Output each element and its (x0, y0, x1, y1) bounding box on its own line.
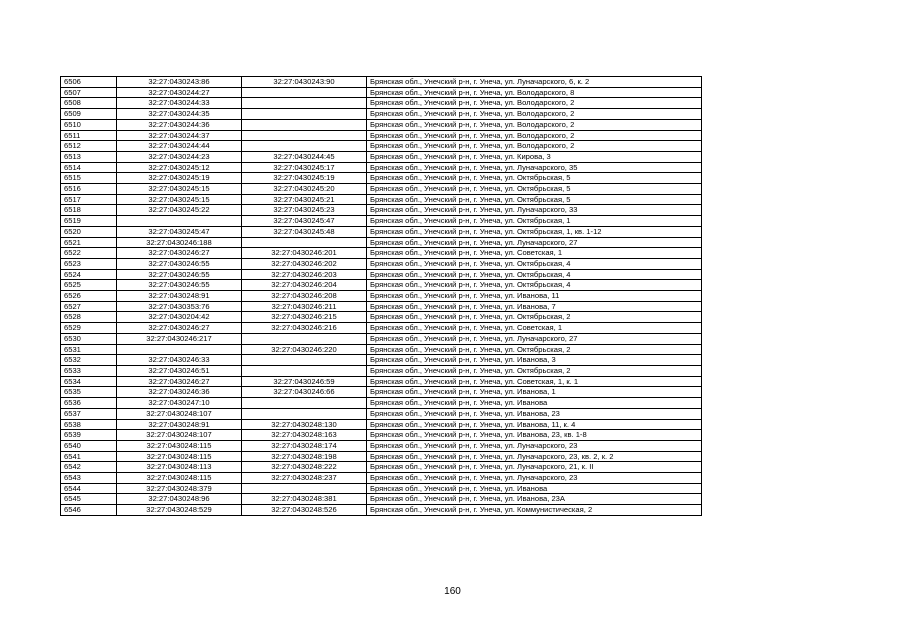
table-row (61, 162, 702, 173)
table-row (61, 365, 702, 376)
object-cadastral-number-cell: 32:27:0430246:211 (242, 301, 367, 312)
object-cadastral-number-cell: 32:27:0430248:130 (242, 419, 367, 430)
cadastral-number-cell: 32:27:0430246:217 (117, 333, 242, 344)
row-number-cell: 6517 (61, 194, 117, 205)
object-cadastral-number-cell: 32:27:0430245:47 (242, 216, 367, 227)
address-cell: Брянская обл., Унечский р-н, г. Унеча, ул. Луначарского, 6, к. 2 (367, 77, 702, 88)
address-cell: Брянская обл., Унечский р-н, г. Унеча, ул. Октябрьская, 1, кв. 1-12 (367, 226, 702, 237)
cadastral-number-cell: 32:27:0430244:23 (117, 151, 242, 162)
table-row (61, 419, 702, 430)
cadastral-number-cell: 32:27:0430247:10 (117, 398, 242, 409)
row-number-cell: 6535 (61, 387, 117, 398)
row-number-cell: 6527 (61, 301, 117, 312)
table-row (61, 483, 702, 494)
cadastral-number-cell: 32:27:0430248:107 (117, 430, 242, 441)
cadastral-number-cell: 32:27:0430244:35 (117, 109, 242, 120)
row-number-cell: 6533 (61, 365, 117, 376)
row-number-cell: 6536 (61, 398, 117, 409)
table-row (61, 119, 702, 130)
object-cadastral-number-cell: 32:27:0430246:66 (242, 387, 367, 398)
address-cell: Брянская обл., Унечский р-н, г. Унеча, ул. Коммунистическая, 2 (367, 505, 702, 516)
row-number-cell: 6543 (61, 473, 117, 484)
address-cell: Брянская обл., Унечский р-н, г. Унеча, ул. Советская, 1 (367, 323, 702, 334)
row-number-cell: 6546 (61, 505, 117, 516)
object-cadastral-number-cell: 32:27:0430248:163 (242, 430, 367, 441)
row-number-cell: 6515 (61, 173, 117, 184)
row-number-cell: 6512 (61, 141, 117, 152)
row-number-cell: 6539 (61, 430, 117, 441)
row-number-cell: 6525 (61, 280, 117, 291)
cadastral-number-cell: 32:27:0430243:86 (117, 77, 242, 88)
row-number-cell: 6540 (61, 440, 117, 451)
table-row (61, 312, 702, 323)
table-row (61, 462, 702, 473)
table-row (61, 205, 702, 216)
cadastral-number-cell: 32:27:0430246:27 (117, 376, 242, 387)
address-cell: Брянская обл., Унечский р-н, г. Унеча, ул. Луначарского, 23, кв. 2, к. 2 (367, 451, 702, 462)
object-cadastral-number-cell: 32:27:0430248:222 (242, 462, 367, 473)
table-row (61, 87, 702, 98)
row-number-cell: 6526 (61, 291, 117, 302)
object-cadastral-number-cell: 32:27:0430244:45 (242, 151, 367, 162)
cadastral-number-cell: 32:27:0430246:27 (117, 323, 242, 334)
page-number: 160 (444, 586, 461, 597)
address-cell: Брянская обл., Унечский р-н, г. Унеча, ул. Володарского, 8 (367, 87, 702, 98)
address-cell: Брянская обл., Унечский р-н, г. Унеча, ул. Октябрьская, 2 (367, 365, 702, 376)
row-number-cell: 6510 (61, 119, 117, 130)
registry-table-body (61, 77, 702, 516)
object-cadastral-number-cell: 32:27:0430248:174 (242, 440, 367, 451)
object-cadastral-number-cell: 32:27:0430245:19 (242, 173, 367, 184)
cadastral-number-cell (117, 344, 242, 355)
cadastral-number-cell: 32:27:0430246:55 (117, 280, 242, 291)
cadastral-number-cell: 32:27:0430246:55 (117, 258, 242, 269)
address-cell: Брянская обл., Унечский р-н, г. Унеча, ул. Октябрьская, 5 (367, 194, 702, 205)
cadastral-number-cell: 32:27:0430246:36 (117, 387, 242, 398)
cadastral-number-cell: 32:27:0430248:115 (117, 440, 242, 451)
address-cell: Брянская обл., Унечский р-н, г. Унеча, ул. Володарского, 2 (367, 98, 702, 109)
object-cadastral-number-cell (242, 87, 367, 98)
cadastral-number-cell: 32:27:0430248:91 (117, 291, 242, 302)
cadastral-number-cell: 32:27:0430248:96 (117, 494, 242, 505)
address-cell: Брянская обл., Унечский р-н, г. Унеча, ул. Октябрьская, 4 (367, 258, 702, 269)
address-cell: Брянская обл., Унечский р-н, г. Унеча, ул. Октябрьская, 5 (367, 173, 702, 184)
row-number-cell: 6522 (61, 248, 117, 259)
cadastral-number-cell: 32:27:0430248:91 (117, 419, 242, 430)
address-cell: Брянская обл., Унечский р-н, г. Унеча, ул. Иванова, 11, к. 4 (367, 419, 702, 430)
row-number-cell: 6541 (61, 451, 117, 462)
table-row (61, 440, 702, 451)
row-number-cell: 6537 (61, 408, 117, 419)
address-cell: Брянская обл., Унечский р-н, г. Унеча, ул. Володарского, 2 (367, 119, 702, 130)
object-cadastral-number-cell: 32:27:0430245:20 (242, 184, 367, 195)
cadastral-number-cell: 32:27:0430248:115 (117, 451, 242, 462)
row-number-cell: 6506 (61, 77, 117, 88)
row-number-cell: 6521 (61, 237, 117, 248)
object-cadastral-number-cell: 32:27:0430245:21 (242, 194, 367, 205)
table-row (61, 248, 702, 259)
cadastral-number-cell (117, 216, 242, 227)
table-row (61, 269, 702, 280)
object-cadastral-number-cell: 32:27:0430246:203 (242, 269, 367, 280)
row-number-cell: 6528 (61, 312, 117, 323)
address-cell: Брянская обл., Унечский р-н, г. Унеча, ул. Иванова, 23 (367, 408, 702, 419)
address-cell: Брянская обл., Унечский р-н, г. Унеча, ул. Володарского, 2 (367, 109, 702, 120)
table-row (61, 323, 702, 334)
row-number-cell: 6534 (61, 376, 117, 387)
object-cadastral-number-cell: 32:27:0430248:198 (242, 451, 367, 462)
cadastral-number-cell: 32:27:0430248:529 (117, 505, 242, 516)
table-row (61, 387, 702, 398)
cadastral-number-cell: 32:27:0430204:42 (117, 312, 242, 323)
cadastral-number-cell: 32:27:0430353:76 (117, 301, 242, 312)
table-row (61, 280, 702, 291)
address-cell: Брянская обл., Унечский р-н, г. Унеча, ул. Октябрьская, 2 (367, 312, 702, 323)
address-cell: Брянская обл., Унечский р-н, г. Унеча, ул. Октябрьская, 1 (367, 216, 702, 227)
object-cadastral-number-cell: 32:27:0430243:90 (242, 77, 367, 88)
registry-table (60, 76, 702, 516)
address-cell: Брянская обл., Унечский р-н, г. Унеча, ул. Иванова, 11 (367, 291, 702, 302)
address-cell: Брянская обл., Унечский р-н, г. Унеча, ул. Володарского, 2 (367, 130, 702, 141)
row-number-cell: 6531 (61, 344, 117, 355)
object-cadastral-number-cell: 32:27:0430245:23 (242, 205, 367, 216)
cadastral-number-cell: 32:27:0430246:51 (117, 365, 242, 376)
cadastral-number-cell: 32:27:0430248:113 (117, 462, 242, 473)
address-cell: Брянская обл., Унечский р-н, г. Унеча, ул. Советская, 1, к. 1 (367, 376, 702, 387)
object-cadastral-number-cell (242, 355, 367, 366)
table-row (61, 494, 702, 505)
object-cadastral-number-cell (242, 130, 367, 141)
object-cadastral-number-cell (242, 365, 367, 376)
object-cadastral-number-cell: 32:27:0430246:216 (242, 323, 367, 334)
address-cell: Брянская обл., Унечский р-н, г. Унеча, ул. Луначарского, 27 (367, 333, 702, 344)
address-cell: Брянская обл., Унечский р-н, г. Унеча, ул. Иванова (367, 398, 702, 409)
table-row (61, 301, 702, 312)
address-cell: Брянская обл., Унечский р-н, г. Унеча, ул. Советская, 1 (367, 248, 702, 259)
row-number-cell: 6509 (61, 109, 117, 120)
cadastral-number-cell: 32:27:0430244:44 (117, 141, 242, 152)
cadastral-number-cell: 32:27:0430245:22 (117, 205, 242, 216)
table-row (61, 98, 702, 109)
object-cadastral-number-cell: 32:27:0430246:220 (242, 344, 367, 355)
table-row (61, 408, 702, 419)
cadastral-number-cell: 32:27:0430246:55 (117, 269, 242, 280)
address-cell: Брянская обл., Унечский р-н, г. Унеча, ул. Луначарского, 23 (367, 440, 702, 451)
object-cadastral-number-cell: 32:27:0430246:201 (242, 248, 367, 259)
row-number-cell: 6508 (61, 98, 117, 109)
row-number-cell: 6516 (61, 184, 117, 195)
cadastral-number-cell: 32:27:0430248:379 (117, 483, 242, 494)
cadastral-number-cell: 32:27:0430246:27 (117, 248, 242, 259)
table-row (61, 344, 702, 355)
address-cell: Брянская обл., Унечский р-н, г. Унеча, ул. Иванова, 23, кв. 1-8 (367, 430, 702, 441)
cadastral-number-cell: 32:27:0430245:12 (117, 162, 242, 173)
row-number-cell: 6519 (61, 216, 117, 227)
object-cadastral-number-cell: 32:27:0430246:59 (242, 376, 367, 387)
address-cell: Брянская обл., Унечский р-н, г. Унеча, ул. Иванова (367, 483, 702, 494)
table-row (61, 237, 702, 248)
address-cell: Брянская обл., Унечский р-н, г. Унеча, ул. Октябрьская, 2 (367, 344, 702, 355)
table-row (61, 173, 702, 184)
cadastral-number-cell: 32:27:0430245:15 (117, 184, 242, 195)
row-number-cell: 6545 (61, 494, 117, 505)
object-cadastral-number-cell (242, 483, 367, 494)
object-cadastral-number-cell (242, 237, 367, 248)
row-number-cell: 6518 (61, 205, 117, 216)
address-cell: Брянская обл., Унечский р-н, г. Унеча, ул. Иванова, 7 (367, 301, 702, 312)
object-cadastral-number-cell: 32:27:0430248:381 (242, 494, 367, 505)
cadastral-number-cell: 32:27:0430245:19 (117, 173, 242, 184)
table-row (61, 184, 702, 195)
address-cell: Брянская обл., Унечский р-н, г. Унеча, ул. Володарского, 2 (367, 141, 702, 152)
table-row (61, 398, 702, 409)
row-number-cell: 6544 (61, 483, 117, 494)
cadastral-number-cell: 32:27:0430244:36 (117, 119, 242, 130)
table-row (61, 109, 702, 120)
object-cadastral-number-cell (242, 109, 367, 120)
cadastral-number-cell: 32:27:0430246:188 (117, 237, 242, 248)
address-cell: Брянская обл., Унечский р-н, г. Унеча, ул. Кирова, 3 (367, 151, 702, 162)
table-row (61, 258, 702, 269)
row-number-cell: 6523 (61, 258, 117, 269)
address-cell: Брянская обл., Унечский р-н, г. Унеча, ул. Октябрьская, 4 (367, 269, 702, 280)
row-number-cell: 6530 (61, 333, 117, 344)
table-row (61, 141, 702, 152)
address-cell: Брянская обл., Унечский р-н, г. Унеча, ул. Иванова, 1 (367, 387, 702, 398)
object-cadastral-number-cell (242, 398, 367, 409)
object-cadastral-number-cell (242, 408, 367, 419)
table-row (61, 226, 702, 237)
table-row (61, 451, 702, 462)
object-cadastral-number-cell: 32:27:0430248:237 (242, 473, 367, 484)
row-number-cell: 6529 (61, 323, 117, 334)
address-cell: Брянская обл., Унечский р-н, г. Унеча, ул. Луначарского, 35 (367, 162, 702, 173)
row-number-cell: 6514 (61, 162, 117, 173)
row-number-cell: 6524 (61, 269, 117, 280)
address-cell: Брянская обл., Унечский р-н, г. Унеча, ул. Луначарского, 23 (367, 473, 702, 484)
table-row (61, 151, 702, 162)
row-number-cell: 6511 (61, 130, 117, 141)
cadastral-number-cell: 32:27:0430244:27 (117, 87, 242, 98)
cadastral-number-cell: 32:27:0430244:33 (117, 98, 242, 109)
table-row (61, 291, 702, 302)
object-cadastral-number-cell: 32:27:0430245:17 (242, 162, 367, 173)
address-cell: Брянская обл., Унечский р-н, г. Унеча, ул. Октябрьская, 4 (367, 280, 702, 291)
table-row (61, 505, 702, 516)
object-cadastral-number-cell: 32:27:0430248:526 (242, 505, 367, 516)
table-row (61, 216, 702, 227)
object-cadastral-number-cell: 32:27:0430246:202 (242, 258, 367, 269)
row-number-cell: 6538 (61, 419, 117, 430)
row-number-cell: 6532 (61, 355, 117, 366)
table-row (61, 430, 702, 441)
table-row (61, 333, 702, 344)
row-number-cell: 6520 (61, 226, 117, 237)
cadastral-number-cell: 32:27:0430245:47 (117, 226, 242, 237)
address-cell: Брянская обл., Унечский р-н, г. Унеча, ул. Луначарского, 33 (367, 205, 702, 216)
address-cell: Брянская обл., Унечский р-н, г. Унеча, ул. Октябрьская, 5 (367, 184, 702, 195)
row-number-cell: 6542 (61, 462, 117, 473)
address-cell: Брянская обл., Унечский р-н, г. Унеча, ул. Иванова, 3 (367, 355, 702, 366)
object-cadastral-number-cell (242, 333, 367, 344)
object-cadastral-number-cell (242, 98, 367, 109)
object-cadastral-number-cell: 32:27:0430245:48 (242, 226, 367, 237)
object-cadastral-number-cell: 32:27:0430246:208 (242, 291, 367, 302)
cadastral-number-cell: 32:27:0430248:115 (117, 473, 242, 484)
cadastral-number-cell: 32:27:0430245:15 (117, 194, 242, 205)
table-row (61, 376, 702, 387)
object-cadastral-number-cell: 32:27:0430246:204 (242, 280, 367, 291)
object-cadastral-number-cell (242, 141, 367, 152)
address-cell: Брянская обл., Унечский р-н, г. Унеча, ул. Луначарского, 21, к. II (367, 462, 702, 473)
cadastral-number-cell: 32:27:0430244:37 (117, 130, 242, 141)
table-row (61, 130, 702, 141)
object-cadastral-number-cell: 32:27:0430246:215 (242, 312, 367, 323)
address-cell: Брянская обл., Унечский р-н, г. Унеча, ул. Луначарского, 27 (367, 237, 702, 248)
address-cell: Брянская обл., Унечский р-н, г. Унеча, ул. Иванова, 23А (367, 494, 702, 505)
object-cadastral-number-cell (242, 119, 367, 130)
table-row (61, 77, 702, 88)
table-row (61, 355, 702, 366)
cadastral-number-cell: 32:27:0430246:33 (117, 355, 242, 366)
table-row (61, 473, 702, 484)
row-number-cell: 6507 (61, 87, 117, 98)
table-row (61, 194, 702, 205)
cadastral-number-cell: 32:27:0430248:107 (117, 408, 242, 419)
row-number-cell: 6513 (61, 151, 117, 162)
